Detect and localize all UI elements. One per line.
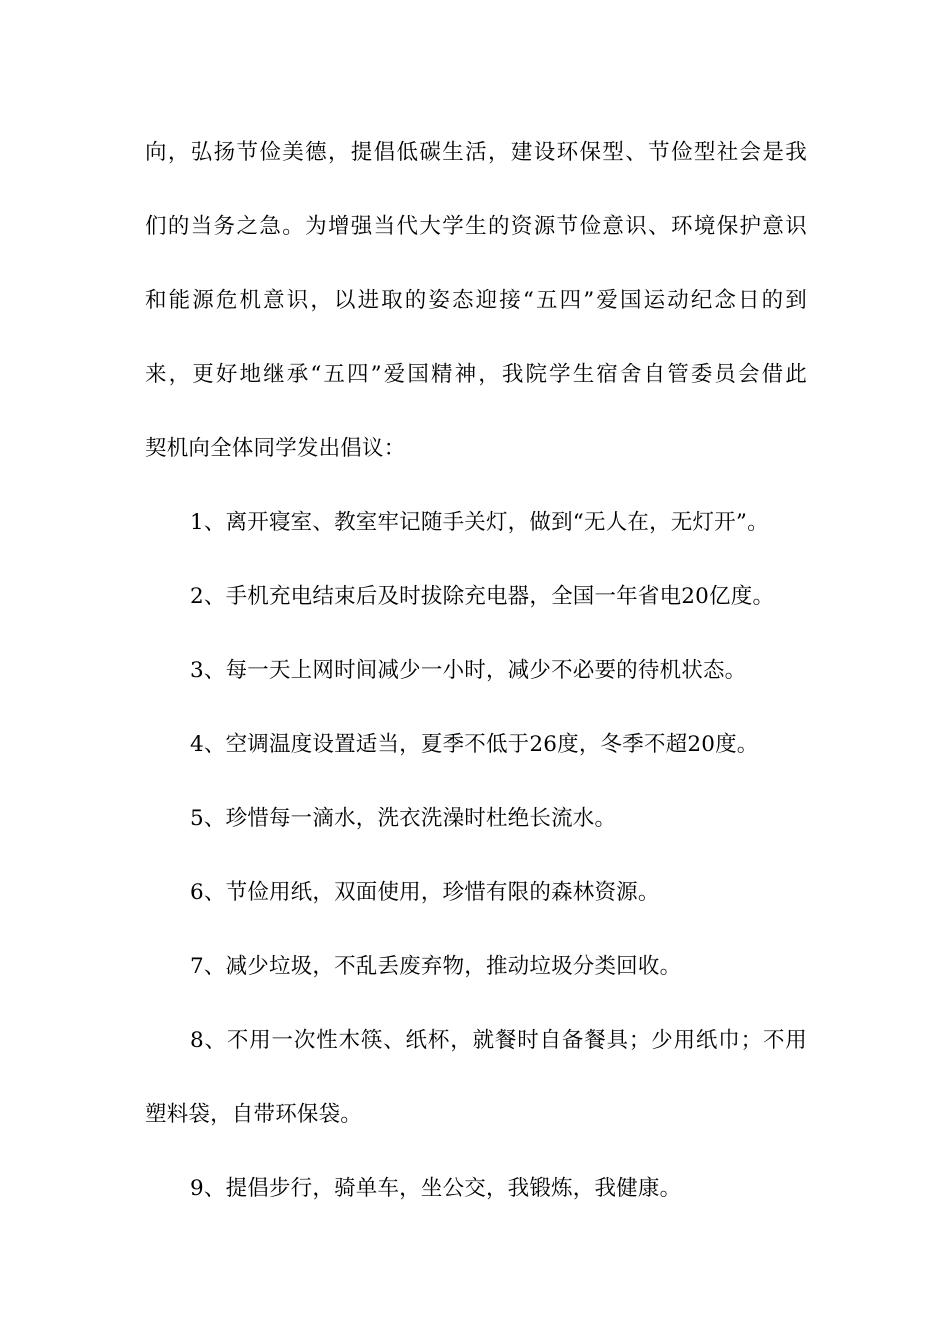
list-item: 8、不用一次性木筷、纸杯，就餐时自备餐具；少用纸巾；不用 [190, 1028, 807, 1053]
paragraph-line: 和能源危机意识，以进取的姿态迎接“五四”爱国运动纪念日的到 [145, 288, 807, 313]
list-item: 9、提倡步行，骑单车，坐公交，我锻炼，我健康。 [190, 1176, 682, 1201]
list-item-continuation: 塑料袋，自带环保袋。 [145, 1102, 363, 1127]
list-item: 6、节俭用纸，双面使用，珍惜有限的森林资源。 [190, 880, 660, 905]
list-item: 2、手机充电结束后及时拔除充电器，全国一年省电20亿度。 [190, 584, 775, 609]
list-item: 5、珍惜每一滴水，洗衣洗澡时杜绝长流水。 [190, 806, 617, 831]
paragraph-line: 向，弘扬节俭美德，提倡低碳生活，建设环保型、节俭型社会是我 [145, 140, 807, 165]
list-item: 3、每一天上网时间减少一小时，减少不必要的待机状态。 [190, 658, 747, 683]
paragraph-line: 们的当务之急。为增强当代大学生的资源节俭意识、环境保护意识 [145, 214, 807, 239]
list-item: 4、空调温度设置适当，夏季不低于26度，冬季不超20度。 [190, 732, 759, 757]
list-item: 7、减少垃圾，不乱丢废弃物，推动垃圾分类回收。 [190, 954, 682, 979]
list-item: 1、离开寝室、教室牢记随手关灯，做到“无人在，无灯开”。 [190, 510, 769, 535]
document-body [145, 134, 807, 1244]
paragraph-line: 契机向全体同学发出倡议： [145, 436, 406, 461]
paragraph-line: 来，更好地继承“五四”爱国精神，我院学生宿舍自管委员会借此 [145, 362, 807, 387]
